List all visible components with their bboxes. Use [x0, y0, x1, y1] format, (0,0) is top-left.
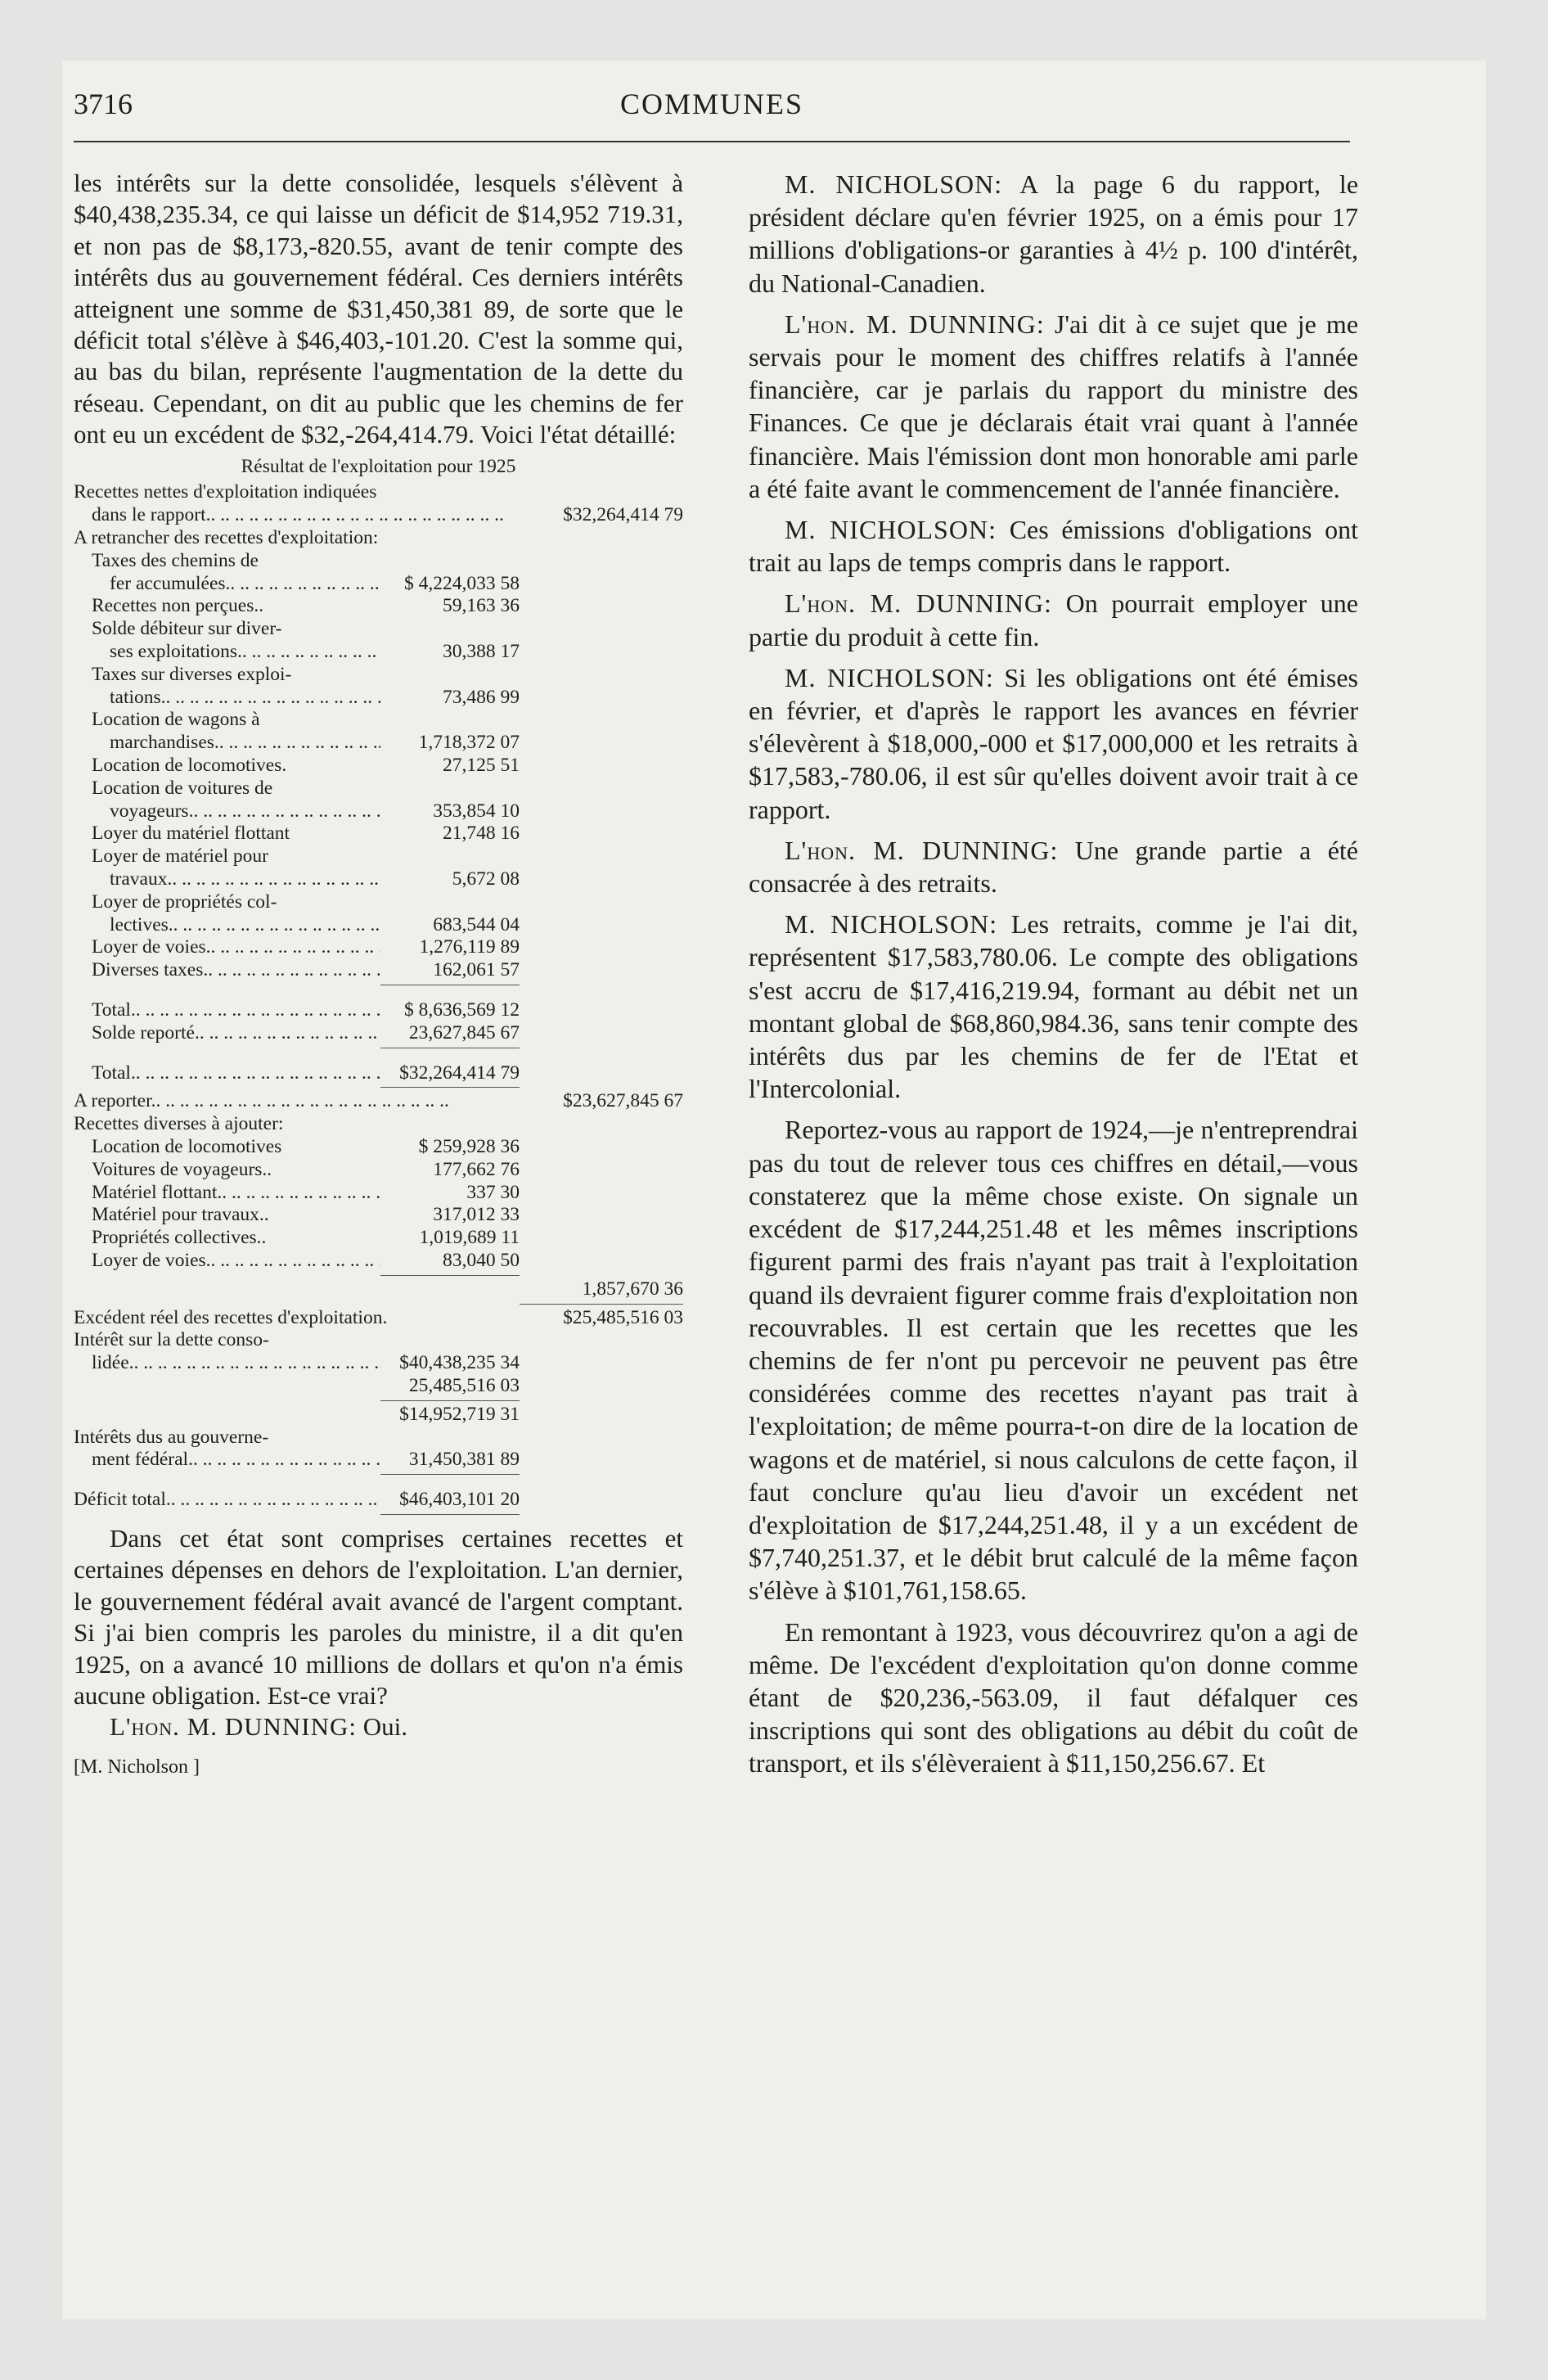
statement-row: lectives.. .. .. 683,544 04	[74, 914, 683, 937]
statement-value: $ 259,928 36	[418, 1135, 520, 1157]
financial-statement	[74, 456, 683, 1515]
statement-value: 23,627,845 67	[408, 1021, 520, 1044]
speech-paragraph: L'hon. M. DUNNING: On pourrait employer une partie du produit à cette fin.	[749, 588, 1359, 651]
speaker-name: M. NICHOLSON:	[785, 662, 994, 692]
statement-row: A reporter.. .. .. $23,627,845 67	[74, 1090, 683, 1113]
statement-row: lidée.. .. .. $40,438,235 34	[74, 1352, 683, 1375]
statement-row: Loyer de voies.. .. .. 83,040 50	[74, 1250, 683, 1273]
page-number: 3716	[74, 88, 133, 120]
statement-rule	[380, 1514, 520, 1515]
statement-row: Recettes diverses à ajouter:	[74, 1113, 284, 1135]
statement-row: tations.. .. .. 73,486 99	[74, 687, 683, 710]
speaker-name: M. NICHOLSON:	[785, 515, 997, 545]
paragraph-1: les intérêts sur la dette consolidée, lesquels s'élèvent à $40,438,235.34, ce qui laisse un déficit de $14,952 719.31, et non pas de $8,173,-820.55, avant de tenir compte des intérêts dus au gouvernement fédéral. Ces derniers intérêts atteignent une somme de $31,450,381 89, de sorte que le déficit total s'élève à $46,403,-101.20. C'est la somme qui, au bas du bilan, représente l'augmentation de la dette du réseau. Cependant, on dit au public que les chemins de fer ont eu un excédent de $32,-264,414.79. Voici l'état détaillé:	[74, 169, 683, 449]
paragraph-2: Dans cet état sont comprises certaines recettes et certaines dépenses en dehors de l'exploitation. L'an dernier, le gouvernement fédéral avait avancé de l'argent comptant. Si j'ai bien compris les paroles du ministre, il a dit qu'en 1925, on a avancé 10 millions de dollars et qu'on n'a émis aucune obligation. Est-ce vrai?	[74, 1523, 683, 1710]
speech-paragraph: Reportez-vous au rapport de 1924,—je n'entreprendrai pas du tout de relever tous ces chiffres en détail,—vous constaterez que la même chose existe. On signale un excédent de $17,244,251.48 et les mêmes inscriptions figurent parmi des frais n'ayant pas trait à l'exploitation quand ils devraient figurer comme frais d'exploitation non recouvrables. Il est certain que les recettes que les chemins de fer n'ont pu percevoir ne peuvent pas être considérées comme des recettes n'ayant pas trait à l'exploitation; de même pourra-t-on dire de la location de wagons et de matériel, si nous calculons de cette façon, il faut conclure qu'au lieu d'avoir un excédent net d'exploitation de $17,244,251.48, il y a un excédent de $7,740,251.37, et le débit brut calculé de la même façon s'élève à $101,761,158.65.	[749, 1115, 1358, 1606]
speaker-name: L'hon. M. DUNNING:	[110, 1712, 358, 1742]
statement-row: Matériel flottant.. .. .. 337 30	[74, 1182, 683, 1205]
statement-value: 21,748 16	[443, 823, 520, 845]
right-column	[749, 168, 1358, 1788]
statement-rule	[380, 1474, 520, 1475]
statement-row: fer accumulées.. .. .. $ 4,224,033 58	[74, 573, 683, 596]
statement-value: $ 4,224,033 58	[404, 572, 520, 594]
statement-row: Recettes non perçues.. 59,163 36	[92, 595, 520, 617]
statement-value: $40,438,235 34	[399, 1352, 520, 1374]
statement-row: Recettes nettes d'exploitation indiquées	[74, 481, 377, 503]
statement-row: Solde débiteur sur diver-	[92, 618, 282, 640]
statement-value: 5,672 08	[452, 868, 520, 890]
statement-value: $46,403,101 20	[399, 1489, 520, 1511]
statement-value: 59,163 36	[443, 595, 520, 617]
speech-paragraph: En remontant à 1923, vous découvrirez qu'on a agi de même. De l'excédent d'exploitation qu'on donne comme étant de $20,236,-563.09, il faut défalquer ces inscriptions qui sont des obligations au débit du coût de transport, et ils s'élèveraient à $11,150,256.67. Et	[749, 1616, 1358, 1778]
statement-value: 162,061 57	[433, 959, 520, 981]
statement-value: $ 8,636,569 12	[404, 998, 520, 1021]
running-title: COMMUNES	[619, 88, 804, 120]
statement-value: 1,019,689 11	[419, 1227, 520, 1249]
statement-row: Déficit total.. .. .. $46,403,101 20	[74, 1489, 683, 1512]
statement-row: Intérêts dus au gouverne-	[74, 1426, 269, 1448]
header-rule	[74, 141, 1350, 142]
statement-row: ment fédéral.. .. .. 31,450,381 89	[74, 1449, 683, 1472]
statement-row: Total.. .. .. $ 8,636,569 12	[74, 999, 683, 1022]
speech-paragraph: M. NICHOLSON: A la page 6 du rapport, le président déclare qu'en février 1925, on a émis pour 17 millions d'obligations-or garanties à 4½ p. 100 d'intérêt, du National-Canadien.	[749, 169, 1359, 298]
statement-value: 30,388 17	[443, 641, 520, 663]
statement-row: Excédent réel des recettes d'exploitation. $25,485,516 03	[74, 1306, 683, 1328]
page-header	[74, 87, 1350, 136]
statement-value: 683,544 04	[433, 913, 520, 935]
statement-row: Intérêt sur la dette conso-	[74, 1329, 269, 1351]
statement-row: ses exploitations.. .. .. 30,388 17	[74, 641, 683, 664]
statement-row	[74, 1404, 683, 1427]
statement-row: Loyer de propriétés col-	[92, 890, 277, 913]
statement-row: Matériel pour travaux.. 317,012 33	[92, 1204, 520, 1226]
statement-row: A retrancher des recettes d'exploitation:	[74, 527, 379, 549]
left-column	[74, 168, 683, 1783]
statement-row: Diverses taxes.. .. .. 162,061 57	[74, 959, 683, 982]
statement-row: Loyer de voies.. .. .. 1,276,119 89	[74, 936, 683, 959]
speech-paragraph: L'hon. M. DUNNING: Une grande partie a été consacrée à des retraits.	[749, 835, 1359, 899]
statement-row: Taxes des chemins de	[92, 549, 259, 571]
statement-title: Résultat de l'exploitation pour 1925	[241, 455, 516, 477]
statement-row	[74, 1278, 683, 1301]
statement-value: 1,857,670 36	[582, 1278, 683, 1300]
statement-row: Loyer de matériel pour	[92, 845, 268, 868]
statement-value: 1,276,119 89	[419, 936, 520, 958]
statement-value: 353,854 10	[433, 800, 520, 822]
statement-rule	[380, 1087, 520, 1088]
speech-paragraph: M. NICHOLSON: Les retraits, comme je l'ai dit, représentent $17,583,780.06. Le compte des obligations s'est accru de $17,416,219.94, formant au débit net un montant global de $68,860,984.36, sans tenir compte des intérêts dus par les chemins de fer de l'Etat et l'Intercolonial.	[749, 909, 1358, 1104]
statement-row: Location de locomotives. 27,125 51	[92, 755, 520, 777]
statement-row: dans le rapport.. .. .. $32,264,414 79	[74, 504, 683, 527]
statement-row: Total.. .. .. $32,264,414 79	[74, 1062, 683, 1085]
statement-value: $32,264,414 79	[399, 1062, 520, 1084]
statement-value: $25,485,516 03	[563, 1306, 683, 1328]
paragraph-3: L'hon. M. DUNNING: Oui.	[110, 1712, 408, 1742]
statement-row: voyageurs.. .. .. 353,854 10	[74, 800, 683, 823]
statement-value: $14,952,719 31	[399, 1403, 520, 1425]
statement-rule	[380, 1400, 520, 1401]
statement-row: Voitures de voyageurs.. 177,662 76	[92, 1158, 520, 1180]
statement-rule	[380, 1275, 520, 1276]
statement-value: 31,450,381 89	[408, 1449, 520, 1471]
statement-row	[74, 1375, 683, 1398]
statement-value: 337 30	[466, 1181, 520, 1203]
statement-row: Loyer du matériel flottant 21,748 16	[92, 823, 520, 845]
speech-paragraph: M. NICHOLSON: Si les obligations ont été émises en février, et d'après le rapport les avances en février s'élevèrent à $18,000,-000 et $17,000,000 et les retraits à $17,583,-780.06, il est sûr qu'elles doivent avoir trait à ce rapport.	[749, 662, 1359, 824]
statement-row: Propriétés collectives.. 1,019,689 11	[92, 1227, 520, 1249]
statement-value: 83,040 50	[443, 1249, 520, 1271]
statement-value: 317,012 33	[433, 1204, 520, 1226]
speaker-name: L'hon. M. DUNNING:	[785, 309, 1045, 339]
statement-value: 27,125 51	[443, 755, 520, 777]
statement-value: $23,627,845 67	[563, 1090, 683, 1112]
speaker-name: M. NICHOLSON:	[785, 169, 1003, 199]
speaker-name: L'hon. M. DUNNING:	[785, 588, 1052, 619]
statement-value: 73,486 99	[443, 686, 520, 708]
speaker-name: M. NICHOLSON:	[785, 909, 998, 940]
speech-paragraph: M. NICHOLSON: Ces émissions d'obligations ont trait au laps de temps compris dans le rapport.	[749, 515, 1359, 578]
statement-row: Solde reporté.. .. .. 23,627,845 67	[74, 1022, 683, 1045]
statement-value: 1,718,372 07	[418, 732, 520, 754]
statement-row: Location de voitures de	[92, 777, 273, 799]
statement-row: Location de locomotives $ 259,928 36	[92, 1135, 520, 1157]
statement-value: 177,662 76	[433, 1158, 520, 1180]
statement-row: marchandises.. .. .. 1,718,372 07	[74, 732, 683, 755]
statement-value: 25,485,516 03	[408, 1374, 520, 1396]
statement-value: $32,264,414 79	[563, 504, 683, 526]
statement-row: Taxes sur diverses exploi-	[92, 663, 292, 685]
speaker-footer: [M. Nicholson ]	[74, 1756, 200, 1778]
statement-row: travaux.. .. .. 5,672 08	[74, 868, 683, 891]
speaker-name: L'hon. M. DUNNING:	[785, 835, 1059, 865]
statement-rule	[520, 1304, 683, 1305]
speech-paragraph: L'hon. M. DUNNING: J'ai dit à ce sujet que je me servais pour le moment des chiffres relatifs à l'année financière, car je parlais du rapport du ministre des Finances. Ce que je déclarais était vrai quant à l'année financière. Mais l'émission dont mon honorable ami parle a été faite avant le commencement de l'année financière.	[749, 309, 1359, 503]
statement-row: Location de wagons à	[92, 709, 260, 731]
